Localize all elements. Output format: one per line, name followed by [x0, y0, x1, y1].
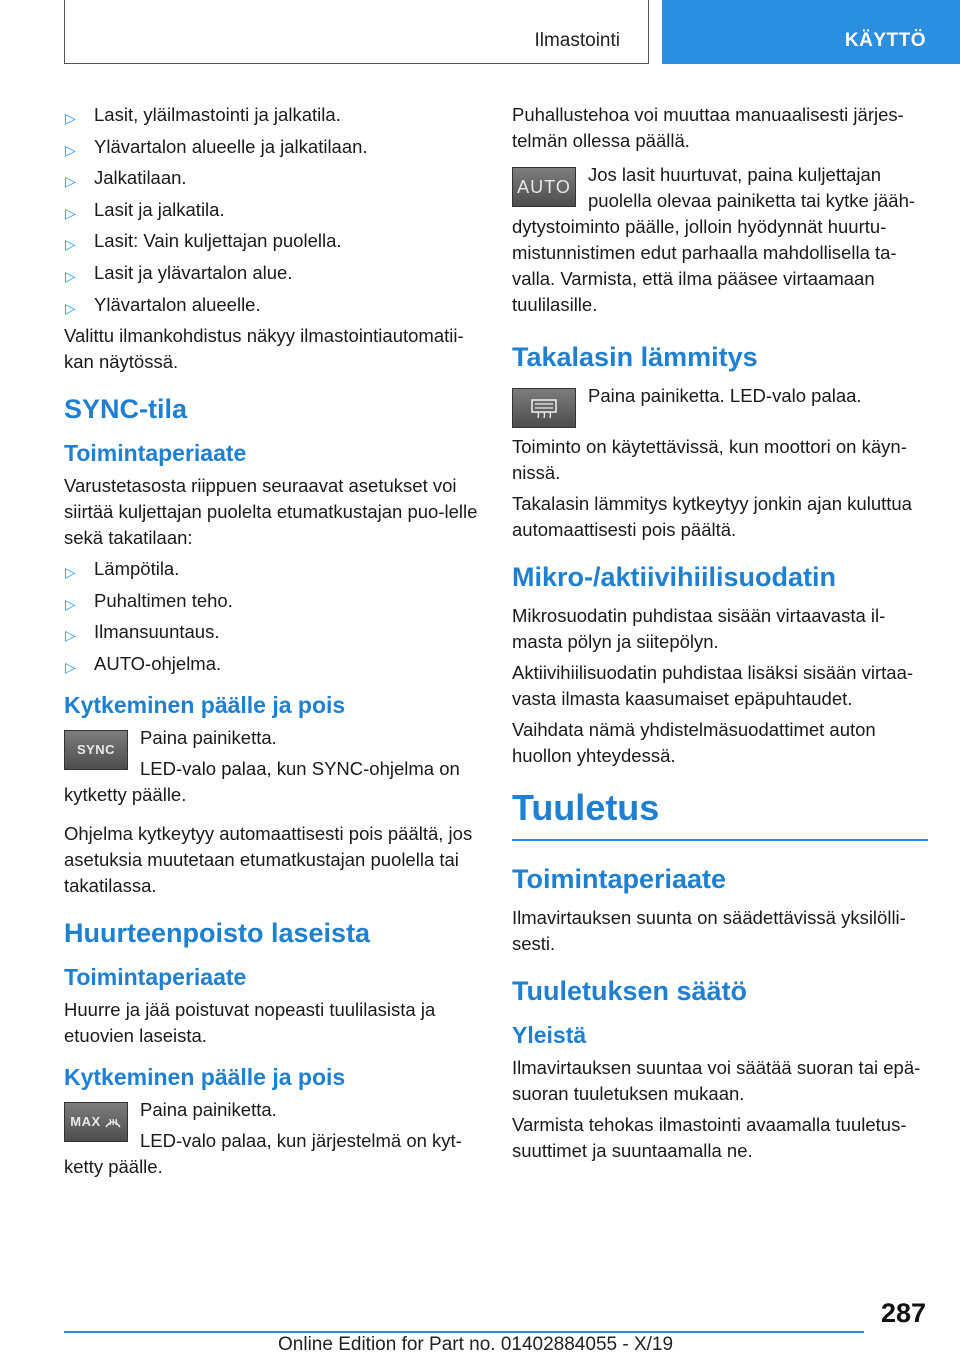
paragraph: Ilmavirtauksen suunta on säädettävissä yksilölli-sesti.: [512, 907, 906, 954]
triangle-bullet-icon: ▷: [65, 564, 76, 581]
subheading-principle: Toimintaperiaate: [64, 963, 247, 990]
paragraph: Valittu ilmankohdistus näkyy ilmastointiautomatii-kan näytössä.: [64, 325, 464, 373]
paragraph: Takalasin lämmitys kytkeytyy jonkin ajan kuluttua automaattisesti pois päältä.: [512, 493, 912, 540]
triangle-bullet-icon: ▷: [65, 236, 76, 253]
list-item: ▷ Puhaltimen teho.: [64, 588, 482, 614]
paragraph: LED-valo palaa, kun järjestelmä on kyt-ketty päälle.: [64, 1129, 462, 1177]
rear-window-heating-button-icon: [512, 388, 576, 428]
rear-heating-button-instruction: [512, 383, 928, 434]
sync-settings-list: [64, 556, 482, 677]
heading-sync-mode: SYNC-tila: [64, 394, 188, 425]
triangle-bullet-icon: ▷: [65, 141, 76, 158]
list-item: ▷ Jalkatilaan.: [64, 165, 482, 191]
auto-button-instruction: [512, 162, 928, 323]
heading-ventilation: Tuuletus: [512, 787, 660, 828]
heading-rule: [512, 839, 928, 841]
air-distribution-list: [64, 102, 482, 318]
sync-button-instruction: [64, 725, 482, 813]
heading-defrost: Huurteenpoisto laseista: [64, 917, 371, 948]
triangle-bullet-icon: ▷: [65, 204, 76, 221]
header-section-title: Ilmastointi: [534, 30, 620, 51]
paragraph: Ilmavirtauksen suuntaa voi säätää suoran tai epä-suoran tuuletuksen mukaan.: [512, 1057, 921, 1104]
paragraph: Paina painiketta.: [140, 1098, 277, 1120]
triangle-bullet-icon: ▷: [65, 299, 76, 316]
paragraph: Vaihdata nämä yhdistelmäsuodattimet auton huollon yhteydessä.: [512, 719, 876, 766]
list-item: ▷ Lasit ja ylävartalon alue.: [64, 260, 482, 286]
triangle-bullet-icon: ▷: [65, 173, 76, 190]
paragraph: Aktiivihiilisuodatin puhdistaa lisäksi sisään virtaa-vasta ilmasta kaasumaiset epäpuhtaudet.: [512, 662, 914, 709]
paragraph: Huurre ja jää poistuvat nopeasti tuulilasista ja etuovien laseista.: [64, 998, 436, 1046]
list-item: ▷ Lasit ja jalkatila.: [64, 197, 482, 223]
footer-rule: [64, 1331, 864, 1333]
triangle-bullet-icon: ▷: [65, 110, 76, 126]
list-item: ▷ Lasit: Vain kuljettajan puolella.: [64, 228, 482, 254]
triangle-bullet-icon: ▷: [65, 658, 76, 675]
sync-button-icon: SYNC: [64, 730, 128, 770]
paragraph: Paina painiketta. LED-valo palaa.: [588, 385, 862, 406]
page-number: 287: [880, 1298, 926, 1328]
max-defrost-button-icon: MAX: [64, 1102, 128, 1142]
heading-micro-filter: Mikro-/aktiivihiilisuodatin: [512, 562, 837, 592]
subheading-switch-on-off: Kytkeminen päälle ja pois: [64, 691, 346, 718]
header-chapter-tab: [662, 0, 960, 64]
auto-button-icon: AUTO: [512, 167, 576, 207]
list-item: ▷ Ilmansuuntaus.: [64, 619, 482, 645]
paragraph: Varmista tehokas ilmastointi avaamalla tuuletus-suuttimet ja suuntaamalla ne.: [512, 1114, 907, 1161]
subheading-general: Yleistä: [512, 1022, 587, 1048]
max-button-instruction: [64, 1097, 482, 1185]
heading-vent-adjustment: Tuuletuksen säätö: [512, 976, 748, 1006]
paragraph: Varustetasosta riippuen seuraavat asetukset voi siirtää kuljettajan puolelta etumatkustajan puo-lelle sekä takatilaan:: [64, 475, 478, 549]
left-column: [64, 102, 482, 1185]
paragraph: Mikrosuodatin puhdistaa sisään virtaavasta il-masta pölyn ja siitepölyn.: [512, 605, 886, 652]
list-item: ▷ Lasit, yläilmastointi ja jalkatila.: [64, 102, 482, 128]
paragraph: Paina painiketta.: [140, 726, 277, 748]
heading-rear-window-heating: Takalasin lämmitys: [512, 342, 758, 372]
subheading-switch-on-off: Kytkeminen päälle ja pois: [64, 1063, 346, 1090]
triangle-bullet-icon: ▷: [65, 267, 76, 284]
paragraph: Jos lasit huurtuvat, paina kuljettajan puolella olevaa painiketta tai kytke jääh-dytystoiminto päälle, jolloin hyödynnät huurtu-mistunnistimen edut parhaalla mahdollisella ta-valla. Varmista, että ilma pääsee virtaamaan tuulilasille.: [512, 164, 916, 315]
header-section-box: [64, 0, 649, 64]
header-chapter-label: KÄYTTÖ: [844, 30, 926, 51]
list-item: ▷ Ylävartalon alueelle.: [64, 292, 482, 318]
paragraph: Toiminto on käytettävissä, kun moottori on käyn-nissä.: [512, 436, 907, 483]
triangle-bullet-icon: ▷: [65, 627, 76, 644]
footer-edition: Online Edition for Part no. 01402884055 - X/19: [278, 1334, 674, 1355]
subheading-principle: Toimintaperiaate: [64, 440, 247, 467]
heading-principle: Toimintaperiaate: [512, 864, 727, 894]
triangle-bullet-icon: ▷: [65, 595, 76, 612]
rear-defrost-icon: [529, 397, 559, 419]
list-item: ▷ AUTO-ohjelma.: [64, 651, 482, 677]
paragraph: Puhallustehoa voi muuttaa manuaalisesti järjes-telmän ollessa päällä.: [512, 104, 904, 151]
right-column: [512, 102, 928, 1169]
paragraph: Ohjelma kytkeytyy automaattisesti pois päältä, jos asetuksia muutetaan etumatkustajan puolella tai takatilassa.: [64, 822, 473, 896]
list-item: ▷ Ylävartalon alueelle ja jalkatilaan.: [64, 134, 482, 160]
list-item: ▷ Lämpötila.: [64, 556, 482, 582]
defrost-wave-icon: [104, 1114, 122, 1130]
paragraph: LED-valo palaa, kun SYNC-ohjelma on kytketty päälle.: [64, 757, 460, 805]
